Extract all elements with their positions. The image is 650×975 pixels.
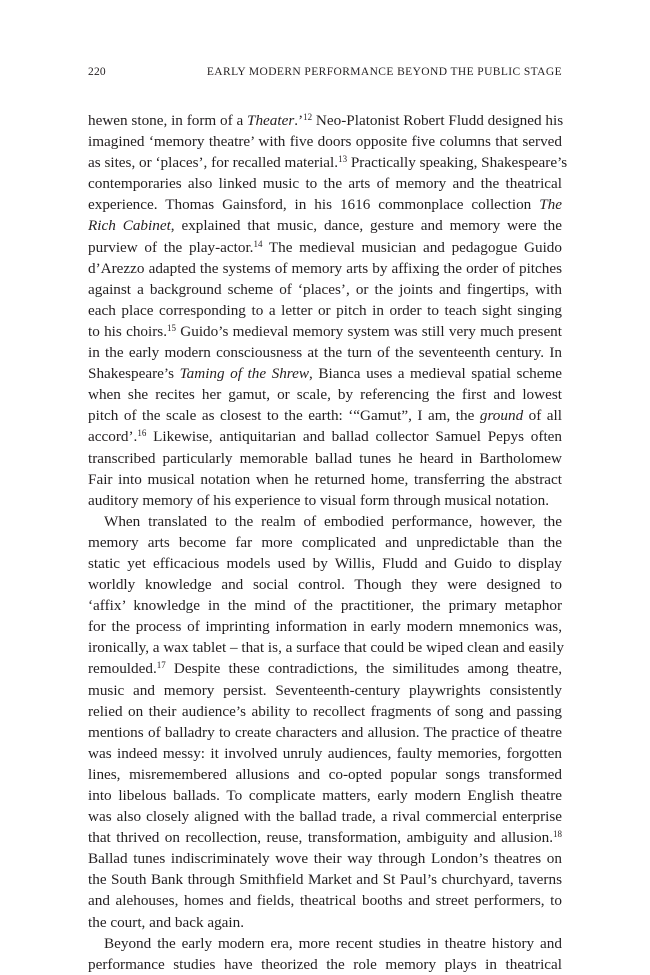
- text-line: against a background scheme of ‘places’, or the joints and fingertips, with: [88, 280, 562, 298]
- text-line: d’Arezzo adapted the systems of memory arts by affixing the order of pitches: [88, 259, 562, 277]
- text-line: mentions of balladry to create characters and allusion. The practice of theatre: [88, 723, 562, 741]
- running-title: EARLY MODERN PERFORMANCE BEYOND THE PUBLIC STAGE: [206, 66, 562, 78]
- text-line: lines, misremembered allusions and co-opted popular songs transformed: [88, 765, 562, 783]
- text-line: each place corresponding to a letter or pitch in order to teach sight singing: [88, 301, 562, 319]
- text-line: for the process of imprinting information in early modern mnemonics was,: [88, 618, 562, 636]
- body-text: [88, 110, 568, 975]
- text-line: auditory memory of his experience to visual form through musical notation.: [88, 491, 550, 509]
- text-line: When translated to the realm of embodied performance, however, the: [104, 512, 562, 530]
- text-line: hewen stone, in form of a Theater.’$^{12}$ Neo-Platonist Robert Fludd designed his: [88, 112, 564, 129]
- text-line: was indeed messy: it involved unruly audiences, faulty memories, forgotten: [88, 744, 562, 762]
- text-line: the South Bank through Smithfield Market and St Paul’s churchyard, taverns: [88, 871, 562, 889]
- text-line: worldly knowledge and social control. Though they were designed to: [88, 576, 562, 594]
- text-line: performance studies have theorized the role memory plays in theatrical: [88, 955, 562, 973]
- text-line: ‘affix’ knowledge in the mind of the practitioner, the primary metaphor: [88, 597, 562, 615]
- text-line: as sites, or ‘places’, for recalled material.$^{13}$ Practically speaking, Shakespeare’s: [88, 154, 568, 172]
- text-line: accord’.$^{16}$ Likewise, antiquitarian and ballad collector Samuel Pepys often: [88, 428, 562, 446]
- text-line: the court, and back again.: [88, 913, 245, 931]
- page-number: 220: [88, 66, 106, 78]
- text-line: music and memory persist. Seventeenth-century playwrights consistently: [88, 681, 562, 699]
- text-line: in the early modern consciousness at the turn of the seventeenth century. In: [88, 344, 562, 362]
- text-line: remoulded.$^{17}$ Despite these contradictions, the similitudes among theatre,: [88, 660, 562, 678]
- text-line: into libelous ballads. To complicate matters, early modern English theatre: [88, 787, 562, 804]
- text-line: ironically, a wax tablet – that is, a surface that could be wiped clean and easily: [88, 639, 564, 657]
- text-line: Rich Cabinet, explained that music, dance, gesture and memory were the: [88, 217, 562, 235]
- running-head: [88, 66, 562, 82]
- text-line: relied on their audience’s ability to recollect fragments of song and passing: [88, 702, 562, 720]
- text-line: was also closely aligned with the ballad trade, a rival commercial enterprise: [88, 808, 562, 826]
- text-line: Beyond the early modern era, more recent studies in theatre history and: [104, 934, 562, 952]
- text-line: static yet efficacious models used by Willis, Fludd and Guido to display: [88, 554, 562, 572]
- text-line: pitch of the scale as closest to the earth: ‘“Gamut”, I am, the ground of all: [88, 407, 562, 425]
- text-line: transcribed particularly memorable ballad tunes he heard in Bartholomew: [88, 449, 562, 467]
- text-line: to his choirs.$^{15}$ Guido’s medieval memory system was still very much present: [88, 322, 562, 340]
- text-line: Fair into musical notation when he returned home, transferring the abstract: [88, 470, 562, 488]
- text-line: experience. Thomas Gainsford, in his 1616 commonplace collection The: [88, 196, 562, 214]
- text-line: purview of the play-actor.$^{14}$ The medieval musician and pedagogue Guido: [88, 238, 562, 256]
- text-line: imagined ‘memory theatre’ with five doors opposite five columns that served: [88, 133, 562, 151]
- text-line: contemporaries also linked music to the arts of memory and the theatrical: [88, 175, 562, 193]
- text-line: memory arts become far more complicated and unpredictable than the: [88, 533, 562, 551]
- text-line: and alehouses, homes and fields, theatrical booths and street performers, to: [88, 892, 562, 910]
- text-line: Shakespeare’s Taming of the Shrew, Bianca uses a medieval spatial scheme: [88, 365, 562, 383]
- text-line: that thrived on recollection, reuse, transformation, ambiguity and allusion.$^{18}$: [88, 829, 562, 847]
- text-line: Ballad tunes indiscriminately wove their way through London’s theatres on: [88, 850, 562, 868]
- text-line: when she recites her gamut, or scale, by referencing the first and lowest: [88, 386, 562, 404]
